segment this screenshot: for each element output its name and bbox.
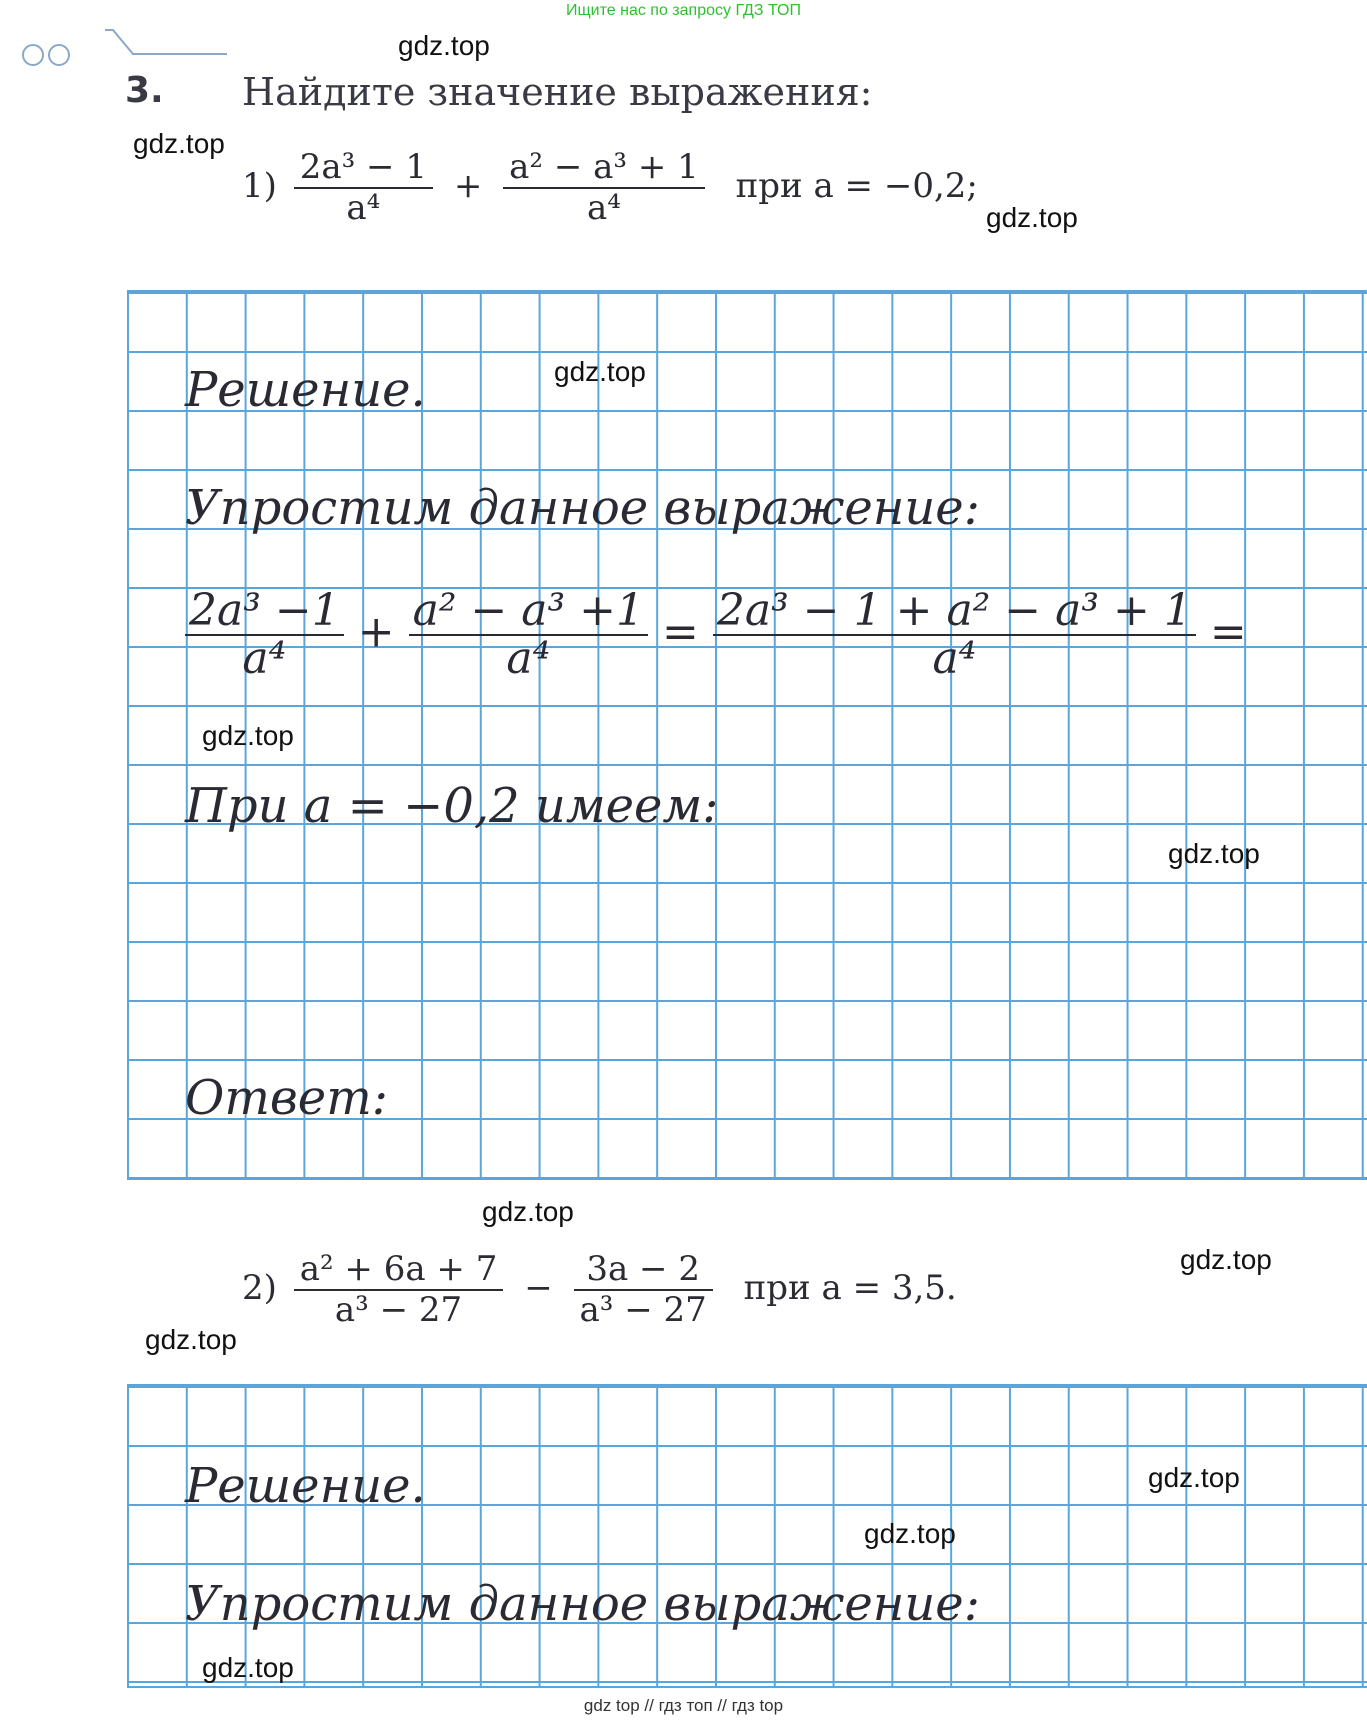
item-1-fraction-2 [503, 148, 705, 228]
watermark: gdz.top [202, 1652, 294, 1683]
plus-operator: + [453, 166, 483, 207]
fraction-numerator: 2a³ − 1 [299, 147, 427, 187]
equals-sign: = [662, 606, 699, 658]
watermark: gdz.top [554, 356, 646, 387]
watermark: gdz.top [864, 1518, 956, 1549]
watermark: gdz.top [202, 720, 294, 751]
watermark: gdz.top [482, 1196, 574, 1227]
item-2-fraction-1 [294, 1250, 504, 1330]
watermark: gdz.top [1168, 838, 1260, 869]
minus-operator: − [524, 1268, 553, 1309]
fraction-numerator: a² + 6a + 7 [299, 1249, 498, 1289]
solution-1-simplify: Упростим данное выражение: [185, 480, 980, 536]
solution-2-heading: Решение. [185, 1458, 426, 1514]
item-2-condition: при a = 3,5. [743, 1268, 957, 1309]
watermark: gdz.top [1148, 1462, 1240, 1493]
grid-area-2 [127, 1384, 1367, 1688]
top-banner: Ищите нас по запросу ГДЗ ТОП [566, 2, 801, 19]
item-1-fraction-1 [294, 148, 433, 228]
fraction-denominator: a³ − 27 [579, 1290, 707, 1331]
item-1-condition: при a = −0,2; [735, 166, 978, 207]
bottom-banner: gdz top // гдз топ // гдз top [583, 1696, 784, 1715]
watermark: gdz.top [986, 202, 1078, 233]
solution-1-heading: Решение. [185, 362, 426, 418]
grid-area-1 [127, 290, 1367, 1180]
equals-sign: = [1209, 606, 1247, 658]
fraction-denominator: a⁴ [346, 188, 381, 229]
watermark: gdz.top [145, 1324, 237, 1355]
fraction-numerator: a² − a³ +1 [412, 585, 645, 636]
equation-fraction-3 [713, 585, 1196, 685]
solution-1-answer: Ответ: [185, 1070, 388, 1126]
equation-fraction-2 [409, 585, 648, 685]
item-2-label: 2) [242, 1268, 277, 1309]
solution-1-equation [185, 585, 1247, 685]
watermark: gdz.top [398, 30, 490, 61]
fraction-denominator: a³ − 27 [334, 1290, 463, 1331]
task-number: 3. [125, 70, 164, 111]
fraction-denominator: a⁴ [932, 633, 977, 685]
fraction-numerator: 3a − 2 [586, 1249, 700, 1289]
plus-operator: + [357, 606, 395, 658]
fraction-denominator: a⁴ [242, 633, 287, 685]
equation-fraction-1 [185, 585, 344, 685]
solution-2-simplify: Упростим данное выражение: [185, 1576, 980, 1632]
watermark: gdz.top [1180, 1244, 1272, 1275]
fraction-denominator: a⁴ [506, 633, 551, 685]
watermark: gdz.top [133, 128, 225, 159]
fraction-numerator: 2a³ − 1 + a² − a³ + 1 [716, 585, 1192, 636]
item-2-expression [242, 1250, 957, 1330]
task-title: Найдите значение выражения: [242, 70, 873, 114]
fraction-numerator: 2a³ −1 [189, 585, 340, 636]
item-2-fraction-2 [574, 1250, 713, 1330]
section-dots-icon [22, 44, 74, 70]
fraction-numerator: a² − a³ + 1 [509, 147, 699, 187]
item-1-expression [242, 148, 978, 228]
item-1-label: 1) [242, 166, 277, 207]
fraction-denominator: a⁴ [586, 188, 621, 229]
solution-1-at-value: При a = −0,2 имеем: [185, 778, 719, 834]
tab-corner-icon [105, 28, 235, 62]
